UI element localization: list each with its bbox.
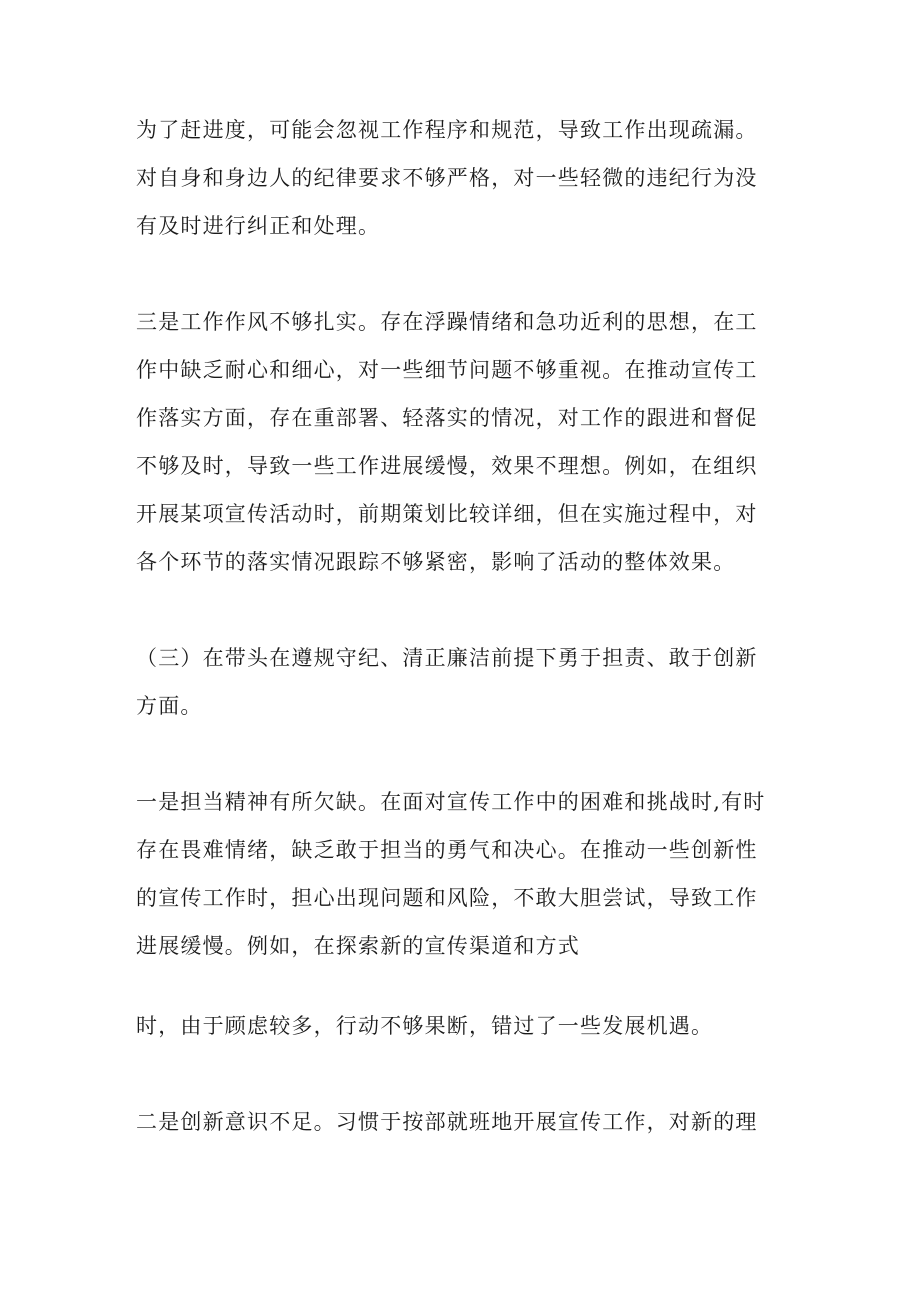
text-line: 为了赶进度，可能会忽视工作程序和规范，导致工作出现疏漏。 (136, 118, 758, 142)
text-line: 一是担当精神有所欠缺。在面对宣传工作中的困难和挑战时,有时 (136, 790, 766, 814)
section-heading-continuation: 方面。 (136, 694, 203, 718)
text-line: 进展缓慢。例如，在探索新的宣传渠道和方式 (136, 934, 580, 958)
text-line: 三是工作作风不够扎实。存在浮躁情绪和急功近利的思想，在工 (136, 310, 758, 334)
text-line: 有及时进行纠正和处理。 (136, 214, 381, 238)
text-line: 的宣传工作时，担心出现问题和风险，不敢大胆尝试，导致工作 (136, 886, 758, 910)
text-line: 作中缺乏耐心和细心，对一些细节问题不够重视。在推动宣传工 (136, 358, 758, 382)
text-line: 不够及时，导致一些工作进展缓慢，效果不理想。例如，在组织 (136, 454, 758, 478)
text-line: 作落实方面，存在重部署、轻落实的情况，对工作的跟进和督促 (136, 406, 758, 430)
section-heading: （三）在带头在遵规守纪、清正廉洁前提下勇于担责、敢于创新 (136, 646, 758, 670)
text-line: 时，由于顾虑较多，行动不够果断，错过了一些发展机遇。 (136, 1014, 714, 1038)
text-line: 对自身和身边人的纪律要求不够严格，对一些轻微的违纪行为没 (136, 166, 758, 190)
text-line: 二是创新意识不足。习惯于按部就班地开展宣传工作，对新的理 (136, 1110, 758, 1134)
text-line: 开展某项宣传活动时，前期策划比较详细，但在实施过程中，对 (136, 502, 758, 526)
text-line: 各个环节的落实情况跟踪不够紧密，影响了活动的整体效果。 (136, 550, 736, 574)
text-line: 存在畏难情绪，缺乏敢于担当的勇气和决心。在推动一些创新性 (136, 838, 758, 862)
